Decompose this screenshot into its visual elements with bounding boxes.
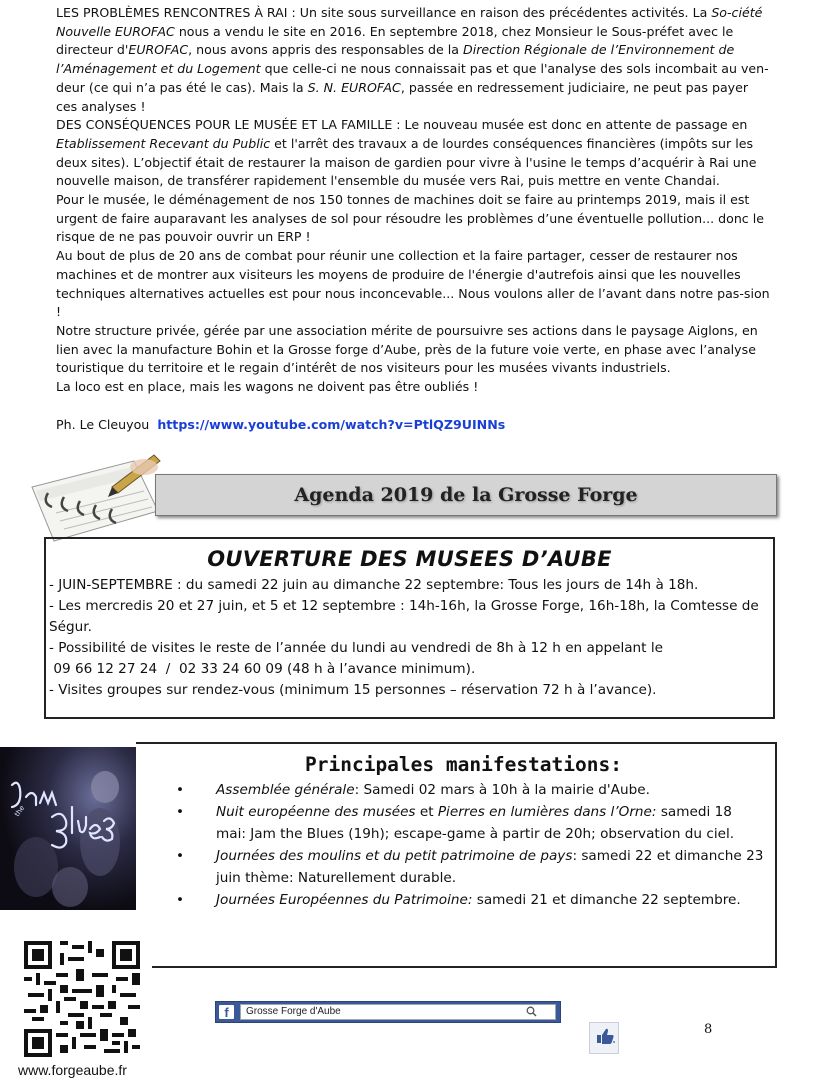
text-run: , passée en redressement judiciaire, ne peut pas payer ces analyses ! [56, 79, 749, 114]
article-paragraph-loco: La loco est en place, mais les wagons ne doivent pas être oubliés ! [56, 379, 479, 395]
event-name: Pierres en lumières dans l’Orne: [437, 804, 657, 820]
author-name: Ph. Le Cleuyou [56, 416, 150, 432]
text-run: que celle-ci ne nous connaissait pas et que l'analyse des sols incombait au ven-deur (ce qui n’a pas été le cas). Mais la [56, 61, 769, 95]
text-run: et l'arrêt des travaux a de lourdes conséquences financières (impôts sur les deux sites). L’objectif était de restaurer la maison de gardien pour vivre à l'usine le temps d’acquérir à Rai une nouvelle maison, de transférer rapidement l'ensemble du musée vers Rai, puis mettre en vente Chandai. [56, 135, 757, 189]
bullet: • [176, 892, 185, 908]
events-title: Principales manifestations: [305, 753, 622, 776]
jam-the-blues-photo [0, 747, 136, 910]
agenda-title: Agenda 2019 de la Grosse Forge [294, 484, 638, 506]
bullet: • [176, 782, 185, 798]
text-run: , nous avons appris des responsables de la [188, 42, 463, 58]
svg-text:the: the [13, 804, 27, 819]
article-paragraph-consequences [56, 116, 772, 191]
bullet: • [176, 848, 185, 864]
event-connector: et [415, 804, 438, 820]
facebook-search-input[interactable] [240, 1004, 556, 1020]
article-paragraph-structure: Notre structure privée, gérée par une association mérite de poursuivre ses actions dans le paysage Aiglons, en lien avec la manufacture Bohin et la Grosse forge d’Aube, près de la future voie verte, en phase avec l’analyse touristique du territoire et le regain d’intérêt de nos visiteurs pour les musées vivants industriels. [56, 322, 758, 376]
text-run-italic: So-ciété Nouvelle EUROFAC [56, 5, 763, 39]
article-paragraph-combat: Au bout de plus de 20 ans de combat pour réunir une collection et la faire partager, cesser de restaurer nos machines et de montrer aux visiteurs les moyens de produire de l'énergie d'autrefois ainsi que les nouvelles techniques alternatives actuelles est pour nous inconcevable... Nous voulons aller de l’avant dans notre pas-sion ! [56, 248, 770, 320]
notebook-pen-icon [26, 453, 166, 545]
text-run: nous a vendu le site en 2016. En septembre 2018, chez Monsieur le Sous-préfet avec le directeur d' [56, 23, 734, 58]
facebook-icon: f [219, 1005, 234, 1019]
article-paragraph-problems [56, 4, 772, 116]
page-number: 8 [704, 1022, 713, 1037]
thumbs-up-icon [590, 1023, 618, 1053]
list-item [176, 845, 766, 889]
opening-line: - Visites groupes sur rendez-vous (minimum 15 personnes – réservation 72 h à l’avance). [49, 682, 657, 698]
text-run-italic: Etablissement Recevant du Public [56, 135, 271, 151]
opening-line: - Les mercredis 20 et 27 juin, et 5 et 12 septembre : 14h-16h, la Grosse Forge, 16h-18h, la Comtesse de Ségur. [49, 598, 759, 635]
search-icon[interactable] [526, 1006, 537, 1017]
text-run-italic: S. N. EUROFAC [307, 79, 401, 95]
agenda-header [155, 474, 777, 516]
events-list [176, 779, 766, 911]
text-run: DES CONSÉQUENCES POUR LE MUSÉE ET LA FAMILLE : Le nouveau musée est donc en attente de passage en [56, 117, 748, 133]
event-name: Assemblée générale [216, 782, 355, 798]
event-details: samedi 21 et dimanche 22 septembre. [472, 892, 741, 908]
article-body [56, 4, 772, 434]
list-item [176, 779, 766, 801]
event-details: : samedi 22 et dimanche 23 juin thème: Naturellement durable. [216, 848, 764, 886]
opening-line: - JUIN-SEPTEMBRE : du samedi 22 juin au dimanche 22 septembre: Tous les jours de 14h à 18h. [49, 577, 699, 593]
event-details: : Samedi 02 mars à 10h à la mairie d'Aube. [354, 782, 650, 798]
list-item [176, 889, 766, 911]
qr-code [24, 941, 140, 1057]
opening-lines [49, 575, 771, 701]
opening-line-phones: 09 66 12 27 24 / 02 33 24 60 09 (48 h à l’avance minimum). [49, 661, 476, 677]
article-signature-line [56, 416, 772, 435]
opening-line: - Possibilité de visites le reste de l’année du lundi au vendredi de 8h à 12 h en appelant le [49, 640, 663, 656]
opening-title: OUVERTURE DES MUSEES D’AUBE [207, 547, 612, 571]
event-name: Journées des moulins et du petit patrimoine de pays [216, 848, 573, 864]
facebook-search-bar [215, 1001, 561, 1023]
article-paragraph-museum: Pour le musée, le déménagement de nos 150 tonnes de machines doit se faire au printemps 2019, mais il est urgent de faire auparavant les analyses de sol pour résoudre les problèmes d’une éventuelle pollution... donc le risque de ne pas pouvoir ouvrir un ERP ! [56, 192, 764, 245]
opening-hours-box [44, 537, 775, 719]
facebook-like-button[interactable] [589, 1022, 619, 1054]
text-run-italic: EUROFAC [128, 42, 189, 58]
event-name: Nuit européenne des musées [216, 804, 416, 820]
youtube-link[interactable]: https://www.youtube.com/watch?v=PtlQZ9UINNs [157, 416, 506, 432]
band-photo-graphic [0, 747, 136, 910]
bullet: • [176, 804, 185, 820]
facebook-page-name: Grosse Forge d'Aube [246, 1006, 341, 1017]
website-url[interactable]: www.forgeaube.fr [18, 1062, 127, 1078]
list-item [176, 801, 766, 845]
event-name: Journées Européennes du Patrimoine: [216, 892, 473, 908]
text-run-italic: Direction Régionale de l’Environnement de l’Aménagement et du Logement [56, 42, 735, 77]
event-details: samedi 18 mai: Jam the Blues (19h); escape-game à partir de 20h; observation du ciel. [216, 804, 735, 842]
text-run: LES PROBLÈMES RENCONTRES À RAI : Un site sous surveillance en raison des précédentes activités. La [56, 5, 712, 20]
